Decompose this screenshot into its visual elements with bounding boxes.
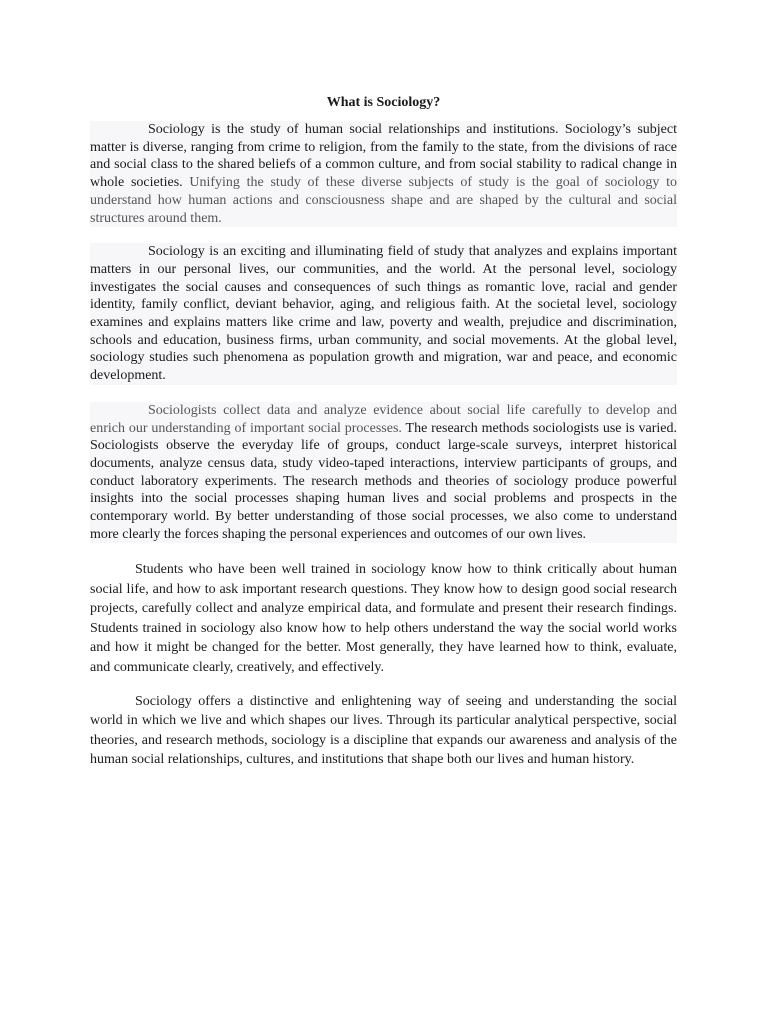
paragraph-spacer	[90, 543, 677, 560]
paragraph-spacer	[90, 677, 677, 692]
document-title: What is Sociology?	[326, 95, 441, 110]
paragraph-5: Sociology offers a distinctive and enlightening way of seeing and understanding the social world in which we live and which shapes our lives. Through its particular analytical perspective, social theories, and research methods, sociology is a discipline that expands our awareness and analysis of the human social relationships, cultures, and institutions that shape both our lives and human history.	[90, 693, 677, 768]
paragraph-spacer	[90, 385, 677, 402]
paragraph-spacer	[90, 227, 677, 243]
paragraph-1-text-a: Sociology is the study of human social relationships and institutions. Sociology’s subject matter is diverse, ranging from crime to religion, from the family to the state, from the divisions of race and social class to the shared beliefs of a common culture, and from social stability to radical change in whole societies.	[90, 122, 677, 191]
paragraph-4: Students who have been well trained in sociology know how to think critically about human social life, and how to ask important research questions. They know how to design good social research projects, carefully collect and analyze empirical data, and formulate and present their research findings. Students trained in sociology also know how to help others understand the way the social world works and how it might be changed for the better. Most generally, they have learned how to think, evaluate, and communicate clearly, creatively, and effectively.	[90, 562, 677, 675]
paragraph-3	[90, 402, 677, 544]
document-page	[90, 94, 677, 770]
paragraph-3-text-a: Sociologists collect data and analyze evidence about social life carefully to develop and enrich our understanding of important social processes.	[90, 402, 677, 436]
paragraph-2: Sociology is an exciting and illuminating field of study that analyzes and explains important matters in our personal lives, our communities, and the world. At the personal level, sociology investigates the social causes and consequences of such things as romantic love, racial and gender identity, family conflict, deviant behavior, aging, and religious faith. At the societal level, sociology examines and explains matters like crime and law, poverty and wealth, prejudice and discrimination, schools and education, business firms, urban community, and social movements. At the global level, sociology studies such phenomena as population growth and migration, war and peace, and economic development.	[90, 244, 677, 384]
paragraph-3-text-b: The research methods sociologists use is varied. Sociologists observe the everyday life of groups, conduct large-scale surveys, interpret historical documents, analyze census data, study video-taped interactions, interview participants of groups, and conduct laboratory experiments. The research methods and theories of sociology produce powerful insights into the social processes shaping human lives and social problems and prospects in the contemporary world. By better understanding of those social processes, we also come to understand more clearly the forces shaping the personal experiences and outcomes of our own lives.	[90, 420, 677, 542]
paragraph-1	[90, 121, 677, 227]
paragraph-1-text-b: Unifying the study of these diverse subjects of study is the goal of sociology to understand how human actions and consciousness shape and are shaped by the cultural and social structures around them.	[90, 175, 677, 226]
